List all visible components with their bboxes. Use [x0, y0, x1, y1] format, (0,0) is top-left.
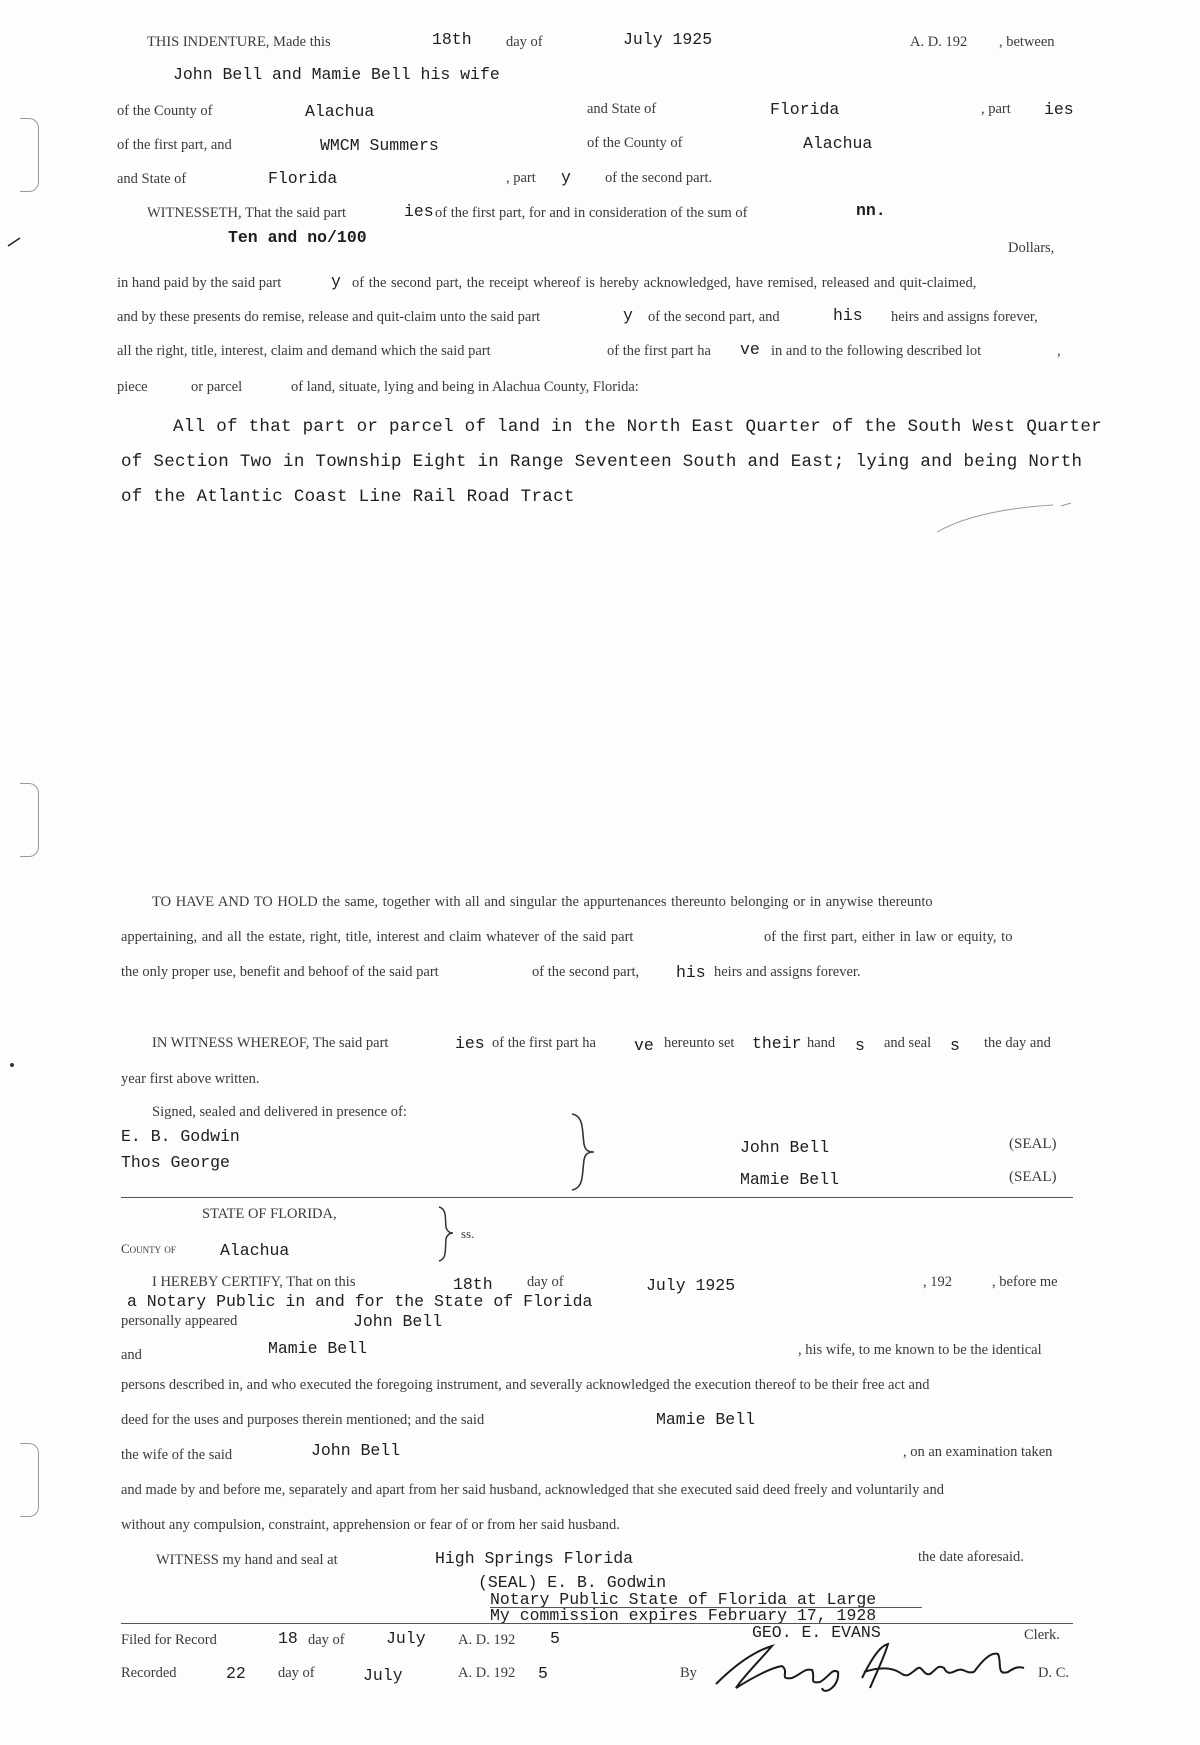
receipt-line-y: y [331, 272, 341, 291]
testimonium-line-2: year first above written. [121, 1071, 260, 1087]
state-value: Florida [770, 100, 840, 119]
indenture-between: , between [999, 34, 1055, 50]
witness-place: High Springs Florida [435, 1549, 634, 1568]
section-divider [121, 1197, 1073, 1198]
signer-1: John Bell [740, 1138, 830, 1157]
testimonium-s2: s [950, 1036, 960, 1055]
filed-label: Filed for Record [121, 1632, 217, 1648]
county-value: Alachua [305, 102, 375, 121]
witness-2: Thos George [121, 1153, 230, 1172]
remise-line-c: heirs and assigns forever, [891, 309, 1038, 325]
filed-day-of: day of [308, 1632, 345, 1648]
pencil-mark [935, 498, 1075, 538]
certify-year-label: , 192 [923, 1274, 952, 1290]
receipt-line-a: in hand paid by the said part [117, 275, 282, 291]
witnesseth-a: WITNESSETH, That the said part [147, 205, 347, 221]
title-line-b: of the first part ha [607, 343, 711, 359]
testimonium-c: hereunto set [664, 1035, 735, 1051]
receipt-line-b: of the second part, the receipt whereof is hereby acknowledged, have remised, released and quit-claimed, [352, 275, 977, 291]
binder-hole-middle [20, 783, 39, 857]
testimonium-s1: s [855, 1036, 865, 1055]
land-line-c: of land, situate, lying and being in Alachua County, Florida: [291, 379, 639, 395]
witness-1: E. B. Godwin [121, 1127, 240, 1146]
deputy-clerk-signature [712, 1638, 1032, 1698]
indenture-day-label: day of [506, 34, 543, 50]
date-aforesaid: the date aforesaid. [918, 1549, 1024, 1565]
witnesseth-b: of the first part, for and in consideration of the sum of [435, 205, 748, 221]
remise-line-a: and by these presents do remise, release and quit-claim unto the said part [117, 309, 541, 325]
habendum-line-3c: heirs and assigns forever. [714, 964, 861, 980]
notary-commission: My commission expires February 17, 1928 [490, 1606, 877, 1625]
indenture-day: 18th [432, 30, 472, 49]
recorded-day: 22 [226, 1664, 246, 1683]
habendum-line-1: TO HAVE AND TO HOLD the same, together with all and singular the appurtenances thereunto belonging or in anywise thereunto [152, 894, 933, 910]
witnesseth-ies: ies [404, 202, 434, 221]
filed-year: 5 [550, 1629, 560, 1648]
recorded-year: 5 [538, 1664, 548, 1683]
recorded-month: July [363, 1666, 403, 1685]
witness-hand-label: WITNESS my hand and seal at [156, 1552, 338, 1568]
title-line-c: in and to the following described lot [771, 343, 982, 359]
recorded-day-of: day of [278, 1665, 315, 1681]
ack-state: STATE OF FLORIDA, [202, 1206, 337, 1222]
ack-line-6-name: Mamie Bell [656, 1410, 756, 1429]
notary-title: Notary Public State of Florida at Large [490, 1590, 877, 1609]
second-part-label: of the second part. [605, 170, 713, 186]
ack-ss: ss. [461, 1226, 475, 1241]
clerk-label: Clerk. [1024, 1627, 1060, 1643]
testimonium-ve: ve [634, 1036, 654, 1055]
indenture-intro: THIS INDENTURE, Made this [147, 34, 331, 50]
remise-line-y: y [623, 306, 633, 325]
certify-label: I HEREBY CERTIFY, That on this [152, 1274, 356, 1290]
dc-label: D. C. [1038, 1665, 1070, 1681]
ack-line-7a: the wife of the said [121, 1447, 233, 1463]
part-suffix: ies [1044, 100, 1074, 119]
county-label: of the County of [117, 103, 213, 119]
state-label-2: and State of [117, 171, 187, 187]
habendum-line-3b: of the second part, [532, 964, 640, 980]
ack-line-7b: , on an examination taken [903, 1444, 1053, 1460]
ack-county-value: Alachua [220, 1241, 290, 1260]
habendum-line-3a: the only proper use, benefit and behoof of the said part [121, 964, 439, 980]
land-line-b: or parcel [191, 379, 243, 395]
ack-line-5: persons described in, and who executed the foregoing instrument, and severally acknowledged the execution thereof to be their free act and [121, 1377, 930, 1393]
state-label: and State of [587, 101, 657, 117]
presence-label: Signed, sealed and delivered in presence of: [152, 1104, 407, 1120]
ack-brace [437, 1205, 457, 1265]
part-suffix-2: y [561, 168, 571, 187]
and-name: Mamie Bell [268, 1339, 368, 1358]
ack-line-7-name: John Bell [311, 1441, 401, 1460]
grantors-names: John Bell and Mamie Bell his wife [173, 65, 500, 84]
recorded-ad: A. D. 192 [458, 1665, 516, 1681]
and-label: and [121, 1347, 142, 1363]
notary-underline [490, 1607, 922, 1608]
filed-month: July [386, 1629, 426, 1648]
indenture-month-year: July 1925 [623, 30, 713, 49]
ack-line-8: and made by and before me, separately and apart from her said husband, acknowledged that she executed said deed freely and voluntarily and [121, 1482, 944, 1498]
testimonium-f: the day and [984, 1035, 1051, 1051]
title-line-comma: , [1057, 343, 1061, 359]
recorded-label: Recorded [121, 1665, 177, 1681]
ack-bottom-rule [121, 1623, 1073, 1624]
remise-line-b: of the second part, and [648, 309, 780, 325]
land-line-a: piece [117, 379, 148, 395]
binder-hole-top [20, 118, 39, 192]
state-value-2: Florida [268, 169, 338, 188]
testimonium-their: their [752, 1034, 802, 1053]
testimonium-ies: ies [455, 1034, 485, 1053]
signer-2: Mamie Bell [740, 1170, 840, 1189]
indenture-ad: A. D. 192 [910, 34, 968, 50]
remise-line-his: his [833, 306, 863, 325]
title-line-ve: ve [740, 340, 760, 359]
seal-2: (SEAL) [1009, 1169, 1057, 1185]
filed-ad: A. D. 192 [458, 1632, 516, 1648]
part-label-2: , part [506, 170, 536, 186]
certify-day: 18th [453, 1275, 493, 1294]
habendum-line-2b: of the first part, either in law or equity, to [764, 929, 1013, 945]
testimonium-e: and seal [884, 1035, 932, 1051]
certify-day-label: day of [527, 1274, 564, 1290]
grantee-name: WMCM Summers [320, 136, 439, 155]
notary-officer: a Notary Public in and for the State of Florida [127, 1292, 593, 1311]
edge-mark-2 [8, 1061, 22, 1071]
title-line-a: all the right, title, interest, claim and demand which the said part [117, 343, 491, 359]
clerk-name: GEO. E. EVANS [752, 1623, 881, 1642]
ack-line-6a: deed for the uses and purposes therein mentioned; and the said [121, 1412, 485, 1428]
testimonium-d: hand [807, 1035, 836, 1051]
wife-text: , his wife, to me known to be the identical [798, 1342, 1042, 1358]
testimonium-a: IN WITNESS WHEREOF, The said part [152, 1035, 389, 1051]
consideration-amount: Ten and no/100 [228, 228, 367, 247]
witnesseth-nn: nn. [856, 201, 886, 220]
habendum-line-2a: appertaining, and all the estate, right, title, interest and claim whatever of the said part [121, 929, 634, 945]
county-value-2: Alachua [803, 134, 873, 153]
dollars-label: Dollars, [1008, 240, 1055, 256]
edge-mark-1 [6, 236, 26, 248]
notary-seal-name: (SEAL) E. B. Godwin [478, 1573, 667, 1592]
seal-1: (SEAL) [1009, 1136, 1057, 1152]
by-label: By [680, 1665, 697, 1681]
legal-description-line-2: of Section Two in Township Eight in Range Seventeen South and East; lying and being North [121, 452, 1083, 472]
legal-description-line-1: All of that part or parcel of land in the North East Quarter of the South West Quarter [173, 417, 1102, 437]
legal-description-line-3: of the Atlantic Coast Line Rail Road Tract [121, 487, 575, 507]
county-label-2: of the County of [587, 135, 683, 151]
certify-before-me: , before me [992, 1274, 1058, 1290]
habendum-line-his: his [676, 963, 706, 982]
binder-hole-bottom [20, 1443, 39, 1517]
testimonium-b: of the first part ha [492, 1035, 596, 1051]
first-part-label: of the first part, and [117, 137, 232, 153]
appeared-label: personally appeared [121, 1313, 238, 1329]
certify-month-year: July 1925 [646, 1276, 736, 1295]
appeared-name: John Bell [353, 1312, 443, 1331]
part-label: , part [981, 101, 1011, 117]
filed-day: 18 [278, 1629, 298, 1648]
ack-county-label: County of [121, 1241, 176, 1256]
signature-brace [570, 1112, 600, 1192]
ack-line-9: without any compulsion, constraint, apprehension or fear of or from her said husband. [121, 1517, 620, 1533]
